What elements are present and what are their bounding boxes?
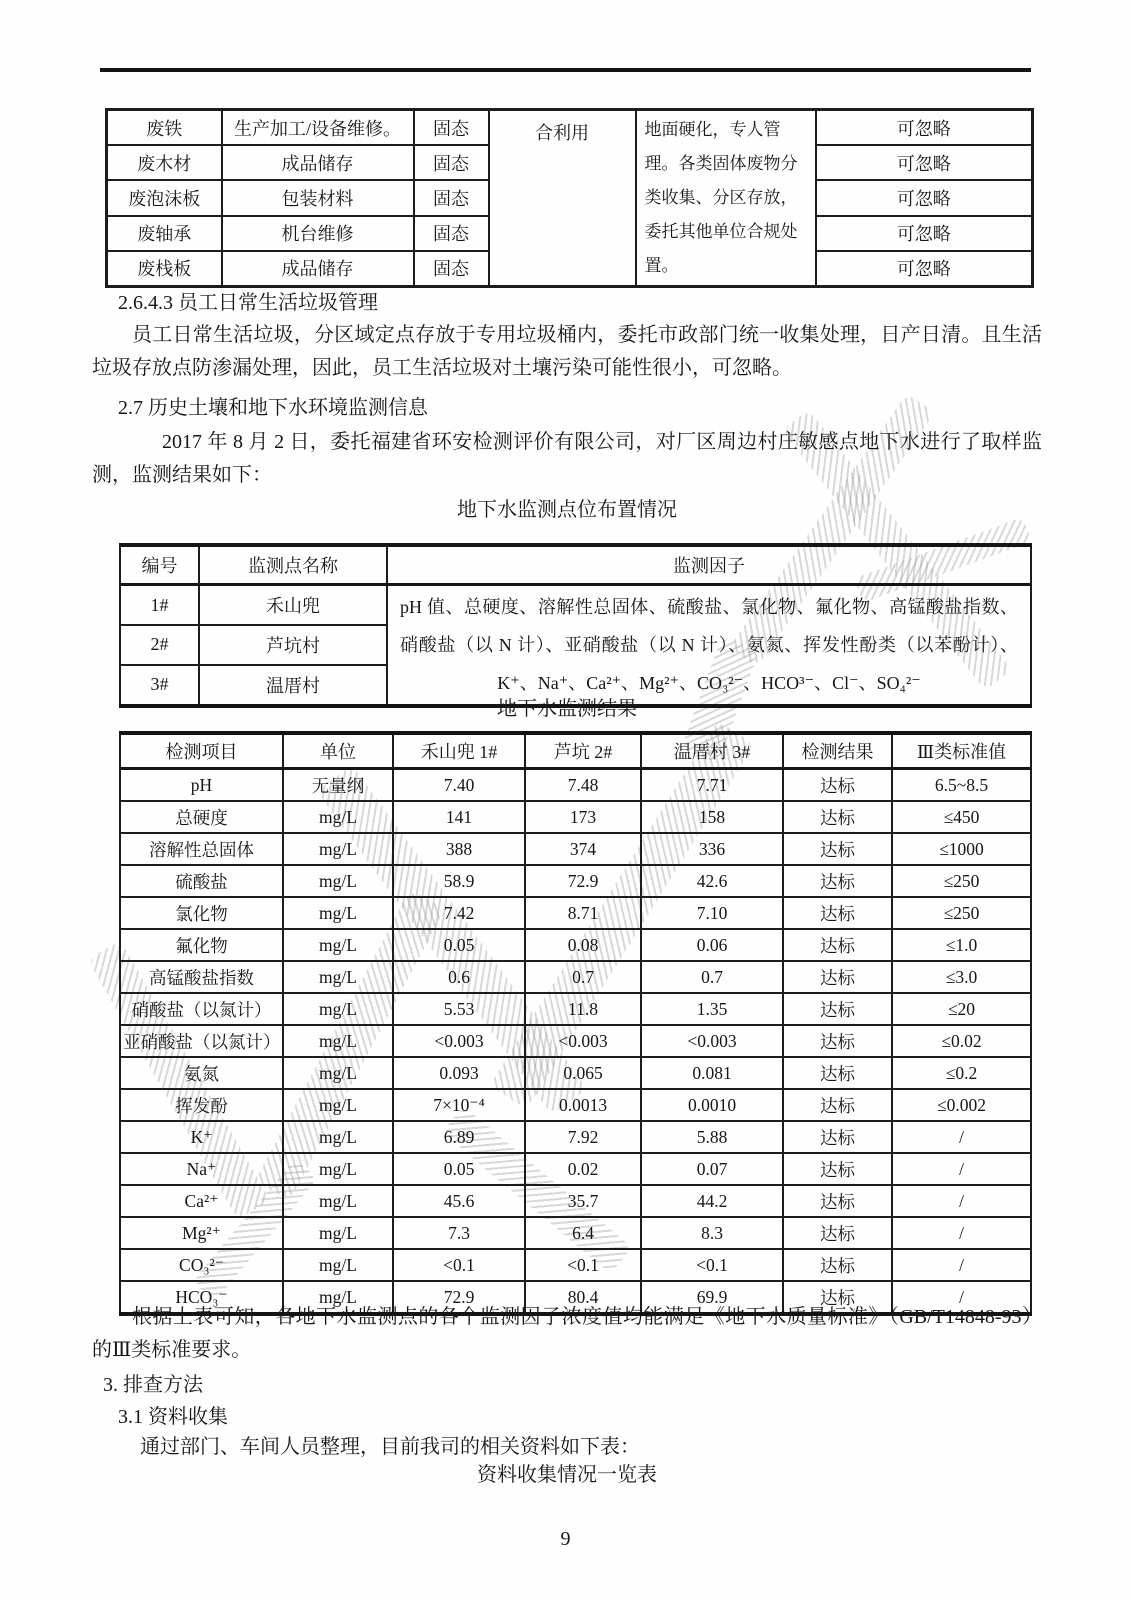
table-cell: 达标 bbox=[783, 1121, 892, 1153]
table-cell: 机台维修 bbox=[222, 216, 414, 251]
paragraph-sampling: 2017 年 8 月 2 日，委托福建省环安检测评价有限公司，对厂区周边村庄敏感点地下水进行了取样监测，监测结果如下： bbox=[92, 431, 1042, 486]
table-cell: 芦坑村 bbox=[199, 625, 387, 665]
table-cell: 0.081 bbox=[641, 1057, 783, 1089]
table-cell: 0.08 bbox=[525, 929, 641, 961]
table-cell: 达标 bbox=[783, 1089, 892, 1121]
table-cell: 58.9 bbox=[393, 865, 525, 897]
table-cell: Ca²⁺ bbox=[120, 1185, 283, 1217]
table-cell: 达标 bbox=[783, 833, 892, 865]
table-cell: 0.05 bbox=[393, 1153, 525, 1185]
table-cell: mg/L bbox=[283, 1153, 393, 1185]
table-row bbox=[120, 1057, 1031, 1089]
table-cell: 173 bbox=[525, 801, 641, 833]
table-cell: / bbox=[892, 1281, 1031, 1314]
table-cell: mg/L bbox=[283, 1057, 393, 1089]
table-cell: 0.0013 bbox=[525, 1089, 641, 1121]
table-cell: Mg²⁺ bbox=[120, 1217, 283, 1249]
table-cell: 72.9 bbox=[393, 1281, 525, 1314]
table-header-row bbox=[120, 545, 1031, 585]
table-cell: K⁺ bbox=[120, 1121, 283, 1153]
table-row bbox=[120, 865, 1031, 897]
table-cell: 达标 bbox=[783, 1025, 892, 1057]
table-row bbox=[107, 110, 1033, 146]
table-cell: 固态 bbox=[414, 180, 489, 215]
table-cell: 溶解性总固体 bbox=[120, 833, 283, 865]
column-header: 芦坑 2# bbox=[525, 733, 641, 769]
table-cell: / bbox=[892, 1153, 1031, 1185]
table-cell: pH bbox=[120, 769, 283, 802]
table-cell: 达标 bbox=[783, 993, 892, 1025]
column-header: 单位 bbox=[283, 733, 393, 769]
column-header: 检测结果 bbox=[783, 733, 892, 769]
table-cell: 3# bbox=[120, 665, 199, 706]
table-cell: 温厝村 bbox=[199, 665, 387, 706]
table-cell: 44.2 bbox=[641, 1185, 783, 1217]
table-cell: 8.71 bbox=[525, 897, 641, 929]
monitoring-points-table bbox=[119, 543, 1032, 708]
table-cell: 0.7 bbox=[525, 961, 641, 993]
table-cell: 达标 bbox=[783, 961, 892, 993]
table-cell: 氯化物 bbox=[120, 897, 283, 929]
table-cell: 7.71 bbox=[641, 769, 783, 802]
table-cell: ≤20 bbox=[892, 993, 1031, 1025]
table-cell: 0.0010 bbox=[641, 1089, 783, 1121]
table-cell: 11.8 bbox=[525, 993, 641, 1025]
table-cell: 1# bbox=[120, 585, 199, 626]
table-cell: 6.5~8.5 bbox=[892, 769, 1031, 802]
table-cell: 0.065 bbox=[525, 1057, 641, 1089]
table-cell: ≤0.02 bbox=[892, 1025, 1031, 1057]
table-cell: 6.4 bbox=[525, 1217, 641, 1249]
table-row bbox=[120, 1121, 1031, 1153]
table-cell: 成品储存 bbox=[222, 251, 414, 287]
table-cell: 氨氮 bbox=[120, 1057, 283, 1089]
table-row bbox=[120, 833, 1031, 865]
table-row bbox=[120, 993, 1031, 1025]
column-header: 禾山兜 1# bbox=[393, 733, 525, 769]
column-header: 监测点名称 bbox=[199, 545, 387, 585]
column-header: 监测因子 bbox=[387, 545, 1031, 585]
column-header: 检测项目 bbox=[120, 733, 283, 769]
table-cell: ≤250 bbox=[892, 865, 1031, 897]
waste-management-table bbox=[105, 108, 1034, 288]
table-cell: mg/L bbox=[283, 993, 393, 1025]
table-cell: 硫酸盐 bbox=[120, 865, 283, 897]
table-cell: 5.88 bbox=[641, 1121, 783, 1153]
table-cell: mg/L bbox=[283, 1185, 393, 1217]
table-cell: 69.9 bbox=[641, 1281, 783, 1314]
table-cell: 达标 bbox=[783, 1249, 892, 1281]
table-cell: mg/L bbox=[283, 1217, 393, 1249]
table-cell: 废栈板 bbox=[107, 251, 222, 287]
table-cell: 达标 bbox=[783, 929, 892, 961]
table-cell: mg/L bbox=[283, 801, 393, 833]
table-cell: / bbox=[892, 1185, 1031, 1217]
table-cell: 废铁 bbox=[107, 110, 222, 146]
table-cell: 氟化物 bbox=[120, 929, 283, 961]
table-cell: HCO₃⁻ bbox=[120, 1281, 283, 1314]
section-heading-31: 3.1 资料收集 bbox=[118, 1406, 228, 1428]
table-cell: 8.3 bbox=[641, 1217, 783, 1249]
header-rule bbox=[100, 68, 1031, 72]
table-cell: 0.02 bbox=[525, 1153, 641, 1185]
table-cell: 可忽略 bbox=[816, 251, 1033, 287]
table-cell: 72.9 bbox=[525, 865, 641, 897]
table-cell: CO₃²⁻ bbox=[120, 1249, 283, 1281]
table-cell: <0.1 bbox=[525, 1249, 641, 1281]
table-cell: 总硬度 bbox=[120, 801, 283, 833]
table-cell: 禾山兜 bbox=[199, 585, 387, 626]
table-cell: <0.1 bbox=[641, 1249, 783, 1281]
table-row bbox=[120, 1185, 1031, 1217]
table-cell: 0.6 bbox=[393, 961, 525, 993]
table-cell: <0.003 bbox=[641, 1025, 783, 1057]
table-cell: mg/L bbox=[283, 865, 393, 897]
table-cell: mg/L bbox=[283, 929, 393, 961]
table-cell: 达标 bbox=[783, 1185, 892, 1217]
table-cell: 达标 bbox=[783, 1281, 892, 1314]
table-cell: 388 bbox=[393, 833, 525, 865]
table-cell: 达标 bbox=[783, 801, 892, 833]
table-cell: mg/L bbox=[283, 897, 393, 929]
column-header: Ⅲ类标准值 bbox=[892, 733, 1031, 769]
table-cell: 废泡沫板 bbox=[107, 180, 222, 215]
table-cell: ≤0.002 bbox=[892, 1089, 1031, 1121]
paragraph-waste: 员工日常生活垃圾，分区域定点存放于专用垃圾桶内，委托市政部门统一收集处理，日产日清。且生活垃圾存放点防渗漏处理，因此，员工生活垃圾对土壤污染可能性很小，可忽略。 bbox=[92, 324, 1042, 379]
table-cell: 45.6 bbox=[393, 1185, 525, 1217]
column-header: 编号 bbox=[120, 545, 199, 585]
merged-disposal-cell: 合利用 bbox=[489, 110, 636, 287]
table-cell: 亚硝酸盐（以氮计） bbox=[120, 1025, 283, 1057]
table-cell: ≤1000 bbox=[892, 833, 1031, 865]
table-cell: mg/L bbox=[283, 1249, 393, 1281]
table-cell: 7.10 bbox=[641, 897, 783, 929]
table-row bbox=[120, 897, 1031, 929]
table-cell: 达标 bbox=[783, 769, 892, 802]
table-cell: 废轴承 bbox=[107, 216, 222, 251]
table-row bbox=[120, 961, 1031, 993]
table-cell: 35.7 bbox=[525, 1185, 641, 1217]
table-cell: 成品储存 bbox=[222, 145, 414, 180]
table-cell: 可忽略 bbox=[816, 145, 1033, 180]
results-table-caption: 地下水监测结果 bbox=[497, 698, 637, 720]
section-heading-2643: 2.6.4.3 员工日常生活垃圾管理 bbox=[118, 292, 378, 314]
table-cell: / bbox=[892, 1217, 1031, 1249]
table-cell: 7.40 bbox=[393, 769, 525, 802]
table-cell: 0.06 bbox=[641, 929, 783, 961]
table-row bbox=[120, 929, 1031, 961]
table-row bbox=[120, 1153, 1031, 1185]
table-cell: 硝酸盐（以氮计） bbox=[120, 993, 283, 1025]
table-cell: 生产加工/设备维修。 bbox=[222, 110, 414, 146]
table-cell: Na⁺ bbox=[120, 1153, 283, 1185]
table-cell: <0.003 bbox=[525, 1025, 641, 1057]
merged-measures-cell: 地面硬化，专人管理。各类固体废物分类收集、分区存放，委托其他单位合规处置。 bbox=[636, 110, 816, 287]
table-cell: 废木材 bbox=[107, 145, 222, 180]
table-cell: / bbox=[892, 1121, 1031, 1153]
table-row bbox=[120, 1025, 1031, 1057]
paragraph-data-collection: 通过部门、车间人员整理，目前我司的相关资料如下表： bbox=[140, 1436, 640, 1458]
table-cell: 80.4 bbox=[525, 1281, 641, 1314]
table-row bbox=[120, 1249, 1031, 1281]
table-cell: 7.92 bbox=[525, 1121, 641, 1153]
table-cell: 固态 bbox=[414, 110, 489, 146]
table-cell: 5.53 bbox=[393, 993, 525, 1025]
table-cell: / bbox=[892, 1249, 1031, 1281]
table-cell: 7×10⁻⁴ bbox=[393, 1089, 525, 1121]
table-row bbox=[120, 585, 1031, 626]
table-cell: 达标 bbox=[783, 897, 892, 929]
table-cell: 0.05 bbox=[393, 929, 525, 961]
next-table-caption: 资料收集情况一览表 bbox=[477, 1464, 657, 1486]
table-cell: 2# bbox=[120, 625, 199, 665]
table-cell: mg/L bbox=[283, 1089, 393, 1121]
table-row bbox=[120, 1089, 1031, 1121]
table-row bbox=[120, 1217, 1031, 1249]
table-cell: ≤0.2 bbox=[892, 1057, 1031, 1089]
table-cell: 达标 bbox=[783, 1153, 892, 1185]
table-cell: 无量纲 bbox=[283, 769, 393, 802]
table-cell: mg/L bbox=[283, 961, 393, 993]
table-cell: 挥发酚 bbox=[120, 1089, 283, 1121]
page-number: 9 bbox=[560, 1528, 571, 1550]
table-cell: mg/L bbox=[283, 833, 393, 865]
table-cell: 固态 bbox=[414, 145, 489, 180]
results-table-body bbox=[120, 769, 1031, 1315]
table-cell: ≤450 bbox=[892, 801, 1031, 833]
table-cell: mg/L bbox=[283, 1121, 393, 1153]
table-cell: 158 bbox=[641, 801, 783, 833]
table-cell: 42.6 bbox=[641, 865, 783, 897]
section-heading-27: 2.7 历史土壤和地下水环境监测信息 bbox=[118, 397, 428, 419]
table-cell: ≤1.0 bbox=[892, 929, 1031, 961]
table-cell: 可忽略 bbox=[816, 180, 1033, 215]
paragraph-conclusion: 根据上表可知，各地下水监测点的各个监测因子浓度值均能满足《地下水质量标准》（GB/T14848-93）的Ⅲ类标准要求。 bbox=[92, 1306, 1042, 1361]
table-cell: 可忽略 bbox=[816, 216, 1033, 251]
table-cell: 固态 bbox=[414, 251, 489, 287]
table-cell: 1.35 bbox=[641, 993, 783, 1025]
table-cell: 固态 bbox=[414, 216, 489, 251]
table-cell: mg/L bbox=[283, 1025, 393, 1057]
table-header-row bbox=[120, 733, 1031, 769]
table-cell: 141 bbox=[393, 801, 525, 833]
table-row bbox=[120, 769, 1031, 802]
monitoring-results-table bbox=[119, 731, 1032, 1316]
table-cell: ≤3.0 bbox=[892, 961, 1031, 993]
table-cell: <0.1 bbox=[393, 1249, 525, 1281]
table-cell: 374 bbox=[525, 833, 641, 865]
table-cell: 达标 bbox=[783, 1217, 892, 1249]
table-cell: 7.3 bbox=[393, 1217, 525, 1249]
table-row bbox=[120, 801, 1031, 833]
table-cell: 达标 bbox=[783, 1057, 892, 1089]
table-cell: 包装材料 bbox=[222, 180, 414, 215]
table-cell: 336 bbox=[641, 833, 783, 865]
table-cell: <0.003 bbox=[393, 1025, 525, 1057]
table-cell: 0.093 bbox=[393, 1057, 525, 1089]
monitoring-factors-cell: pH 值、总硬度、溶解性总固体、硫酸盐、氯化物、氟化物、高锰酸盐指数、硝酸盐（以 N 计）、亚硝酸盐（以 N 计）、氨氮、挥发性酚类（以苯酚计）、K⁺、Na⁺、Ca²⁺、Mg²⁺、CO₃²⁻、HCO³⁻、Cl⁻、SO₄²⁻ bbox=[387, 585, 1031, 707]
table-cell: 0.7 bbox=[641, 961, 783, 993]
table-cell: ≤250 bbox=[892, 897, 1031, 929]
section-heading-3: 3. 排查方法 bbox=[103, 1374, 203, 1396]
points-table-caption: 地下水监测点位布置情况 bbox=[457, 499, 677, 521]
table-cell: mg/L bbox=[283, 1281, 393, 1314]
table-cell: 达标 bbox=[783, 865, 892, 897]
table-cell: 0.07 bbox=[641, 1153, 783, 1185]
table-cell: 6.89 bbox=[393, 1121, 525, 1153]
table-cell: 7.48 bbox=[525, 769, 641, 802]
table-cell: 高锰酸盐指数 bbox=[120, 961, 283, 993]
column-header: 温厝村 3# bbox=[641, 733, 783, 769]
table-cell: 7.42 bbox=[393, 897, 525, 929]
table-cell: 可忽略 bbox=[816, 110, 1033, 146]
